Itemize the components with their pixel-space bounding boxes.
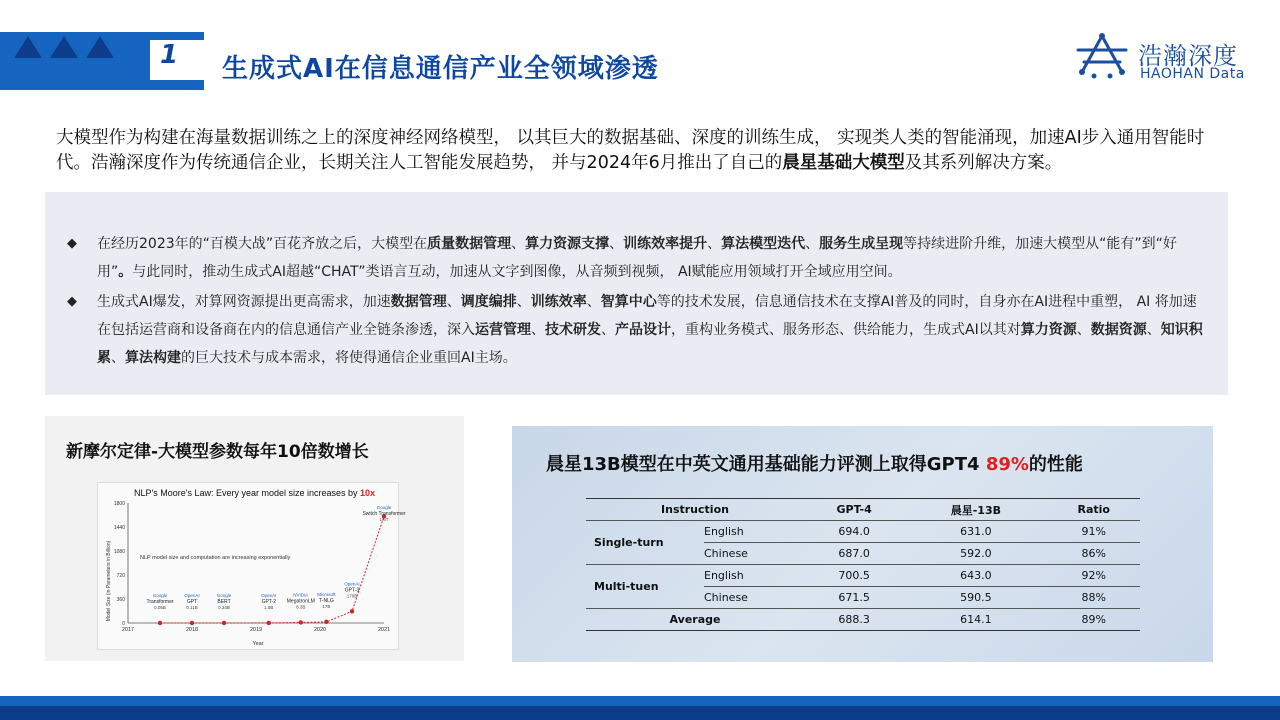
- lang-cell: Chinese: [704, 591, 748, 604]
- bullet-emphasis: 产品设计: [615, 322, 671, 338]
- bullet-emphasis: 智算中心: [600, 294, 657, 310]
- bullet-emphasis: 算力资源支撑: [525, 236, 610, 252]
- average-label: Average: [669, 613, 721, 626]
- bullet-segment: 、: [1076, 322, 1091, 338]
- intro-paragraph: [56, 126, 1236, 176]
- bullet-emphasis: 算力资源: [1020, 322, 1077, 338]
- bullet-text: [67, 230, 1207, 286]
- gpt4-cell: 700.5: [838, 569, 870, 582]
- chart-point: [222, 621, 226, 625]
- triangle-decoration-icon: [14, 36, 42, 58]
- benchmark-title: 晨星13B模型在中英文通用基础能力评测上取得GPT4 89%的性能: [546, 454, 1083, 475]
- bullet-segment: 、: [111, 350, 125, 366]
- chart-title: NLP's Moore's Law: Every year model size increases by 10x: [134, 488, 376, 498]
- diamond-bullet-icon: ◆: [67, 294, 77, 309]
- bullet-segment: 、: [609, 236, 624, 252]
- chart-point: [324, 620, 328, 624]
- logo-name-en: HAOHAN Data: [1140, 66, 1245, 82]
- moore-law-chart: [97, 482, 406, 650]
- bullet-segment: 、: [516, 294, 531, 310]
- gpt4-cell: 687.0: [838, 547, 870, 560]
- ratio-cell: 86%: [1081, 547, 1106, 560]
- chart-y-tick-label: 1080: [113, 549, 125, 555]
- bullet-segment: 、: [707, 236, 722, 252]
- chart-y-tick-label: 1800: [113, 501, 125, 507]
- gpt4-cell: 688.3: [838, 613, 870, 626]
- chart-point-org: OpenAI: [261, 592, 277, 598]
- bullet-segment: 生成式AI爆发，对算网资源提出更高需求，加速: [97, 294, 391, 310]
- chart-x-tick-label: 2017: [121, 627, 135, 633]
- chenxing-cell: 614.1: [960, 613, 992, 626]
- intro-bold: 晨星基础大模型: [782, 153, 905, 173]
- chart-point-org: Microsoft: [317, 591, 336, 597]
- chart-point: [158, 621, 162, 625]
- bullet-segment: 与此同时，推动生成式AI超越“CHAT”类语言互动，加速从文字到图像，从音频到视频， AI赋能应用领域打开全域应用空间。: [132, 264, 902, 280]
- bullet-emphasis: 训练效率: [530, 294, 587, 310]
- chart-point-size: 8.3B: [296, 604, 306, 610]
- footer-stripe-dark: [0, 706, 1280, 720]
- chart-x-tick-label: 2021: [377, 627, 391, 633]
- bullet-emphasis: 数据管理: [390, 294, 447, 310]
- chart-point: [350, 609, 354, 613]
- bullet-emphasis: 调度编排: [460, 294, 517, 310]
- bullet-emphasis: 技术研发: [545, 322, 601, 338]
- chart-point: [190, 621, 194, 625]
- bullet-emphasis: 训练效率提升: [623, 236, 708, 252]
- chart-point: [267, 621, 271, 625]
- chart-point-org: Google: [376, 505, 392, 510]
- chart-svg: [98, 483, 406, 649]
- header-gpt4: GPT-4: [836, 503, 872, 516]
- chenxing-cell: 643.0: [960, 569, 992, 582]
- chart-x-tick-label: 2018: [185, 627, 199, 633]
- bullet-text: [67, 288, 1207, 372]
- ratio-cell: 92%: [1081, 569, 1106, 582]
- chart-point-org: NVIDIA: [293, 592, 309, 598]
- chart-point-org: OpenAI: [184, 592, 200, 598]
- bullet-segment: ，重构业务模式、服务形态、供给能力，生成式AI以其对: [671, 322, 1021, 338]
- chart-y-tick-label: 360: [116, 597, 125, 603]
- benchmark-table: [586, 498, 1140, 631]
- chenxing-cell: 590.5: [960, 591, 992, 604]
- chart-point-size: 1.5B: [264, 604, 274, 610]
- bullet-emphasis: 数据资源: [1090, 322, 1147, 338]
- bullet-emphasis: 质量数据管理: [427, 236, 512, 252]
- header-chenxing: 晨星-13B: [950, 503, 1001, 517]
- chart-ylabel: Model Size (in Parameters in Billion): [106, 540, 112, 622]
- chart-annotation: NLP model size and computation are increasing exponentially: [140, 555, 291, 561]
- chart-point-name: MegatronLM: [286, 598, 315, 605]
- table-row-average: [586, 609, 1140, 631]
- bullet-emphasis: 运营管理: [475, 322, 531, 338]
- chart-point-size: 170B: [346, 593, 358, 599]
- header-instruction: Instruction: [661, 503, 729, 516]
- lang-cell: Chinese: [704, 547, 748, 560]
- gpt4-cell: 671.5: [838, 591, 870, 604]
- chenxing-cell: 592.0: [960, 547, 992, 560]
- chart-point-org: Google: [152, 592, 168, 598]
- bullet-segment: 等的技术发展，信息通信技术在支撑AI普及的同时，自身亦在AI进程中重塑， AI 将加速在包括运营商和设备商在内的信息通信产业全链条渗透，深入: [97, 294, 1197, 338]
- moore-law-title: 新摩尔定律-大模型参数每年10倍数增长: [66, 442, 369, 462]
- haohan-logo-icon: [1074, 32, 1130, 80]
- chenxing-cell: 631.0: [960, 525, 992, 538]
- page-title: 生成式AI在信息通信产业全领域渗透: [222, 54, 659, 84]
- intro-text: 大模型作为构建在海量数据训练之上的深度神经网络模型， 以其巨大的数据基础、深度的训练生成， 实现类人类的智能涌现，加速AI步入通用智能时代。浩瀚深度作为传统通信企业，长期关注人工智能发展趋势， 并与2024年6月推出了自己的: [56, 128, 1205, 173]
- chart-point-size: 17B: [322, 603, 331, 609]
- bullet-segment: 、: [446, 294, 461, 310]
- chart-y-tick-label: 0: [122, 621, 125, 627]
- chart-y-tick-label: 720: [116, 573, 125, 579]
- table-header-row: [586, 499, 1140, 521]
- triangle-decoration-icon: [86, 36, 114, 58]
- bullet-emphasis: 。: [118, 264, 133, 280]
- chart-point-name: BERT: [217, 598, 231, 605]
- triangle-decoration-icon: [50, 36, 78, 58]
- chart-point-org: OpenAI: [344, 581, 360, 587]
- chart-y-tick-label: 1440: [113, 525, 125, 531]
- diamond-bullet-icon: ◆: [67, 236, 77, 251]
- chart-point: [299, 620, 303, 624]
- bullet-segment: 、: [601, 322, 615, 338]
- bullet-segment: 在经历2023年的“百模大战”百花齐放之后，大模型在: [97, 236, 428, 252]
- chart-x-tick-label: 2020: [313, 627, 327, 633]
- bullet-emphasis: 服务生成呈现: [819, 236, 904, 252]
- bullet-emphasis: 算法构建: [125, 350, 181, 366]
- chart-point-size: 0.11B: [186, 604, 198, 610]
- chart-point-name: GPT-3: [344, 587, 360, 594]
- chart-x-tick-label: 2019: [249, 627, 263, 633]
- table-row: [586, 565, 1140, 587]
- logo-name-cn: 浩瀚深度: [1138, 42, 1238, 70]
- chart-point-name: Switch Transformer: [362, 511, 406, 517]
- ratio-cell: 88%: [1081, 591, 1106, 604]
- table-row: [586, 521, 1140, 543]
- bullet-box: [45, 192, 1228, 395]
- bullet-segment: 、: [805, 236, 820, 252]
- chart-point-size: 0.05B: [154, 604, 166, 610]
- bullet-item: [67, 230, 1207, 286]
- group-label: Multi-tuen: [594, 580, 659, 593]
- bullet-segment: 、: [531, 322, 545, 338]
- bullet-segment: 、: [1146, 322, 1161, 338]
- bullet-segment: 等持续进阶升维，加速大模型从“能有”到“好用”: [97, 236, 1177, 280]
- chart-point-org: Google: [216, 592, 232, 598]
- chart-point-size: 1.6T: [379, 517, 389, 522]
- chart-point-name: GPT: [186, 598, 198, 605]
- lang-cell: English: [704, 569, 744, 582]
- intro-text-end: 及其系列解决方案。: [904, 153, 1063, 173]
- chart-point-size: 0.34B: [218, 604, 230, 610]
- chart-point-name: Transformer: [146, 598, 174, 605]
- section-number: 1: [160, 40, 179, 70]
- header-ratio: Ratio: [1077, 503, 1110, 516]
- chart-point-name: GPT-2: [261, 598, 277, 605]
- bullet-segment: 的巨大技术与成本需求，将使得通信企业重回AI主场。: [181, 350, 517, 366]
- bullet-segment: 、: [511, 236, 526, 252]
- benchmark-highlight: 89%: [985, 454, 1029, 475]
- bullet-emphasis: 算法模型迭代: [721, 236, 806, 252]
- chart-xlabel: Year: [252, 641, 264, 647]
- lang-cell: English: [704, 525, 744, 538]
- footer-stripe-light: [0, 696, 1280, 706]
- ratio-cell: 91%: [1081, 525, 1106, 538]
- bullet-item: [67, 288, 1207, 372]
- group-label: Single-turn: [594, 536, 664, 549]
- bullet-segment: 、: [586, 294, 601, 310]
- gpt4-cell: 694.0: [838, 525, 870, 538]
- bullet-emphasis: 知识积累: [97, 322, 1203, 366]
- ratio-cell: 89%: [1081, 613, 1106, 626]
- chart-point-name: T-NLG: [319, 597, 334, 604]
